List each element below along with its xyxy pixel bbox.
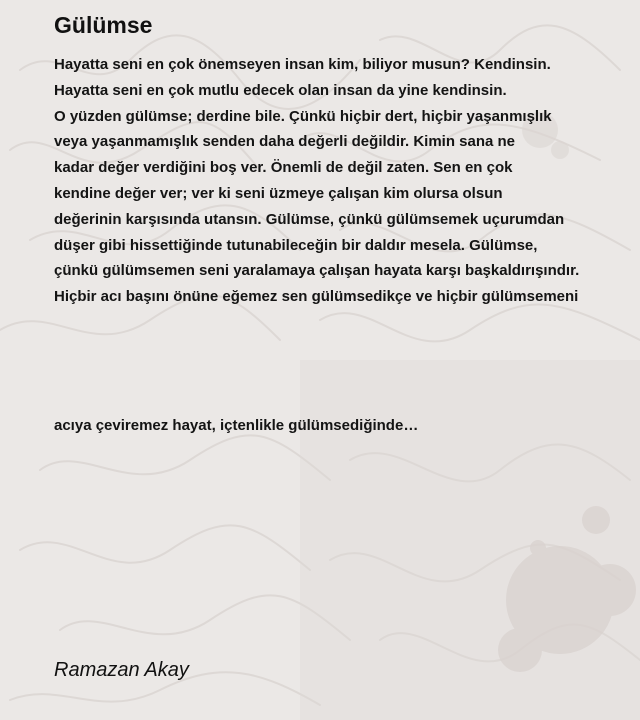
poem-line: düşer gibi hissettiğinde tutunabileceğin bir daldır mesela. Gülümse,	[54, 236, 538, 254]
poem-line: veya yaşanmamışlık senden daha değerli değildir. Kimin sana ne	[54, 133, 516, 151]
poem-author: Ramazan Akay	[54, 659, 189, 681]
poem-line: Hiçbir acı başını önüne eğemez sen gülümsedikçe ve hiçbir gülümsemeni	[54, 288, 579, 306]
poem-tail	[54, 413, 418, 439]
poem-line: O yüzden gülümse; derdine bile. Çünkü hiçbir dert, hiçbir yaşanmışlık	[54, 107, 552, 125]
poem-line: kendine değer ver; ver ki seni üzmeye çalışan kim olursa olsun	[54, 184, 503, 202]
poem-body	[54, 52, 634, 310]
poem-line: değerinin karşısında utansın. Gülümse, çünkü gülümsemek uçurumdan	[54, 210, 565, 228]
poem-line: kadar değer verdiğini boş ver. Önemli de değil zaten. Sen en çok	[54, 159, 513, 177]
poem-line: Hayatta seni en çok önemseyen insan kim, biliyor musun? Kendinsin.	[54, 56, 551, 73]
poem-line: Hayatta seni en çok mutlu edecek olan insan da yine kendinsin.	[54, 81, 507, 99]
poem-last-line: acıya çeviremez hayat, içtenlikle gülümsediğinde…	[54, 417, 419, 434]
poem-title: Gülümse	[54, 12, 153, 38]
poem-line: çünkü gülümsemen seni yaralamaya çalışan hayata karşı başkaldırışındır.	[54, 262, 580, 280]
